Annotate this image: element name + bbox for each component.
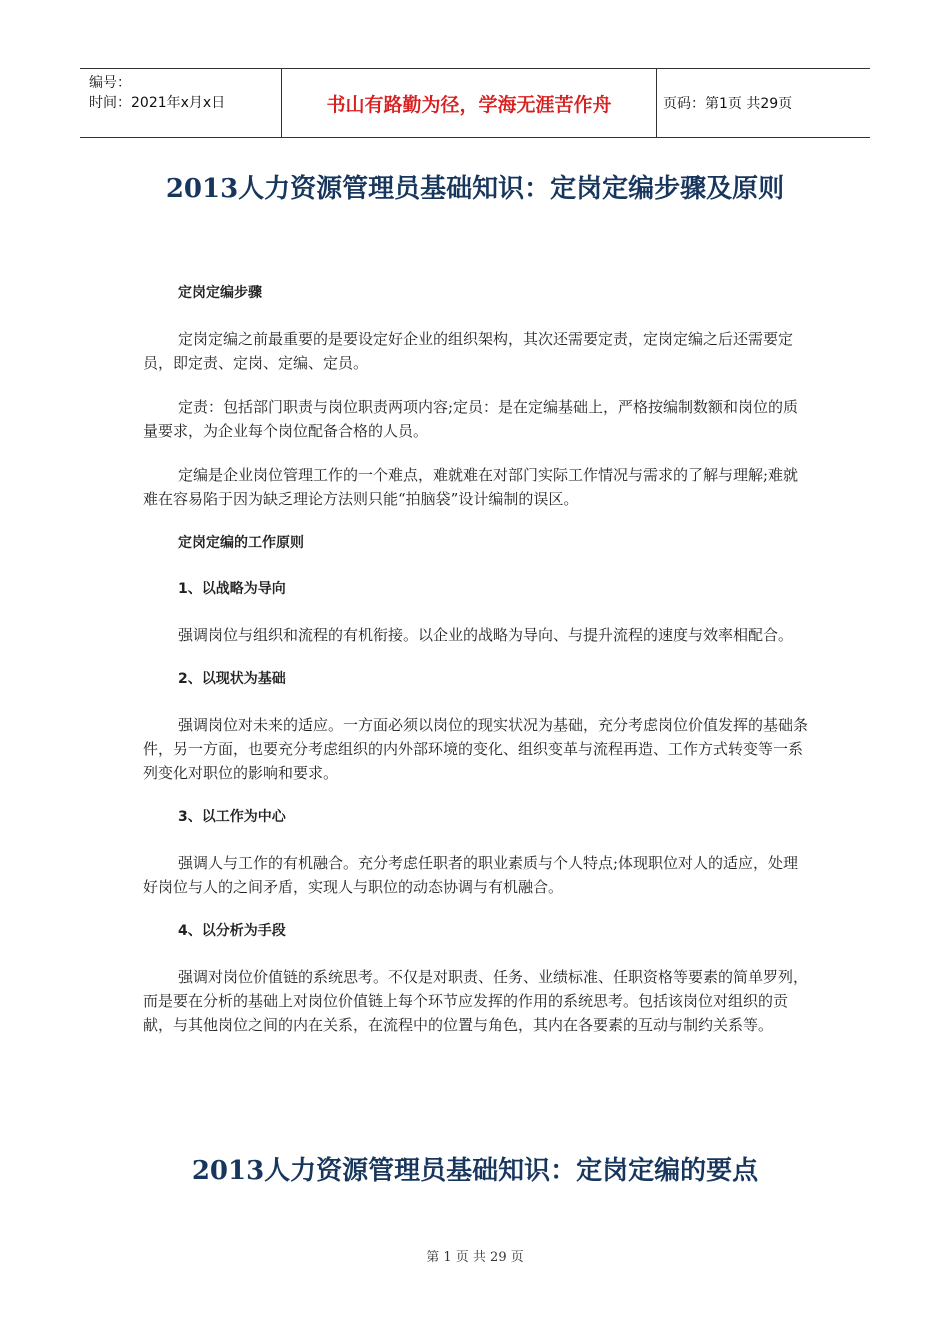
section-heading: 2、以现状为基础 <box>178 671 286 687</box>
body-paragraph: 强调对岗位价值链的系统思考。不仅是对职责、任务、业绩标准、任职资格等要素的简单罗列，而是要在分析的基础上对岗位价值链上每个环节应发挥的作用的系统思考。包括该岗位对组织的贡献，与其他岗位之间的内在关系，在流程中的位置与角色，其内在各要素的互动与制约关系等。 <box>143 968 809 1034</box>
section-heading: 4、以分析为手段 <box>178 923 286 939</box>
document-title: 2013人力资源管理员基础知识：定岗定编步骤及原则 <box>165 174 785 204</box>
body-paragraph: 强调岗位对未来的适应。一方面必须以岗位的现实状况为基础，充分考虑岗位价值发挥的基础条件，另一方面，也要充分考虑组织的内外部环境的变化、组织变革与流程再造、工作方式转变等一系列变化对职位的影响和要求。 <box>143 716 809 782</box>
section-heading: 定岗定编步骤 <box>178 285 262 301</box>
body-paragraph: 强调岗位与组织和流程的有机衔接。以企业的战略为导向、与提升流程的速度与效率相配合。 <box>178 626 794 644</box>
page-footer: 第 1 页 共 29 页 <box>426 1250 524 1265</box>
section-heading: 3、以工作为中心 <box>178 809 286 825</box>
body-paragraph: 定责：包括部门职责与岗位职责两项内容;定员：是在定编基础上，严格按编制数额和岗位的质量要求，为企业每个岗位配备合格的人员。 <box>143 398 799 440</box>
body-paragraph: 强调人与工作的有机融合。充分考虑任职者的职业素质与个人特点;体现职位对人的适应，处理好岗位与人的之间矛盾，实现人与职位的动态协调与有机融合。 <box>143 854 799 896</box>
header-meta <box>80 69 282 137</box>
body-paragraph: 定编是企业岗位管理工作的一个难点，难就难在对部门实际工作情况与需求的了解与理解;难就难在容易陷于因为缺乏理论方法则只能“拍脑袋”设计编制的误区。 <box>143 466 799 508</box>
document-body <box>143 281 811 1057</box>
time-label: 时间：2021年x月x日 <box>89 95 226 111</box>
code-label: 编号： <box>89 75 131 91</box>
section-heading: 定岗定编的工作原则 <box>178 535 304 551</box>
page-header <box>80 68 870 138</box>
section-heading: 1、以战略为导向 <box>178 581 286 597</box>
second-section-title: 2013人力资源管理员基础知识：定岗定编的要点 <box>191 1156 759 1186</box>
body-paragraph: 定岗定编之前最重要的是要设定好企业的组织架构，其次还需要定责，定岗定编之后还需要定员，即定责、定岗、定编、定员。 <box>143 330 794 372</box>
header-motto: 书山有路勤为径，学海无涯苦作舟 <box>282 69 657 137</box>
header-page-info: 页码：第1页 共29页 <box>663 96 793 112</box>
